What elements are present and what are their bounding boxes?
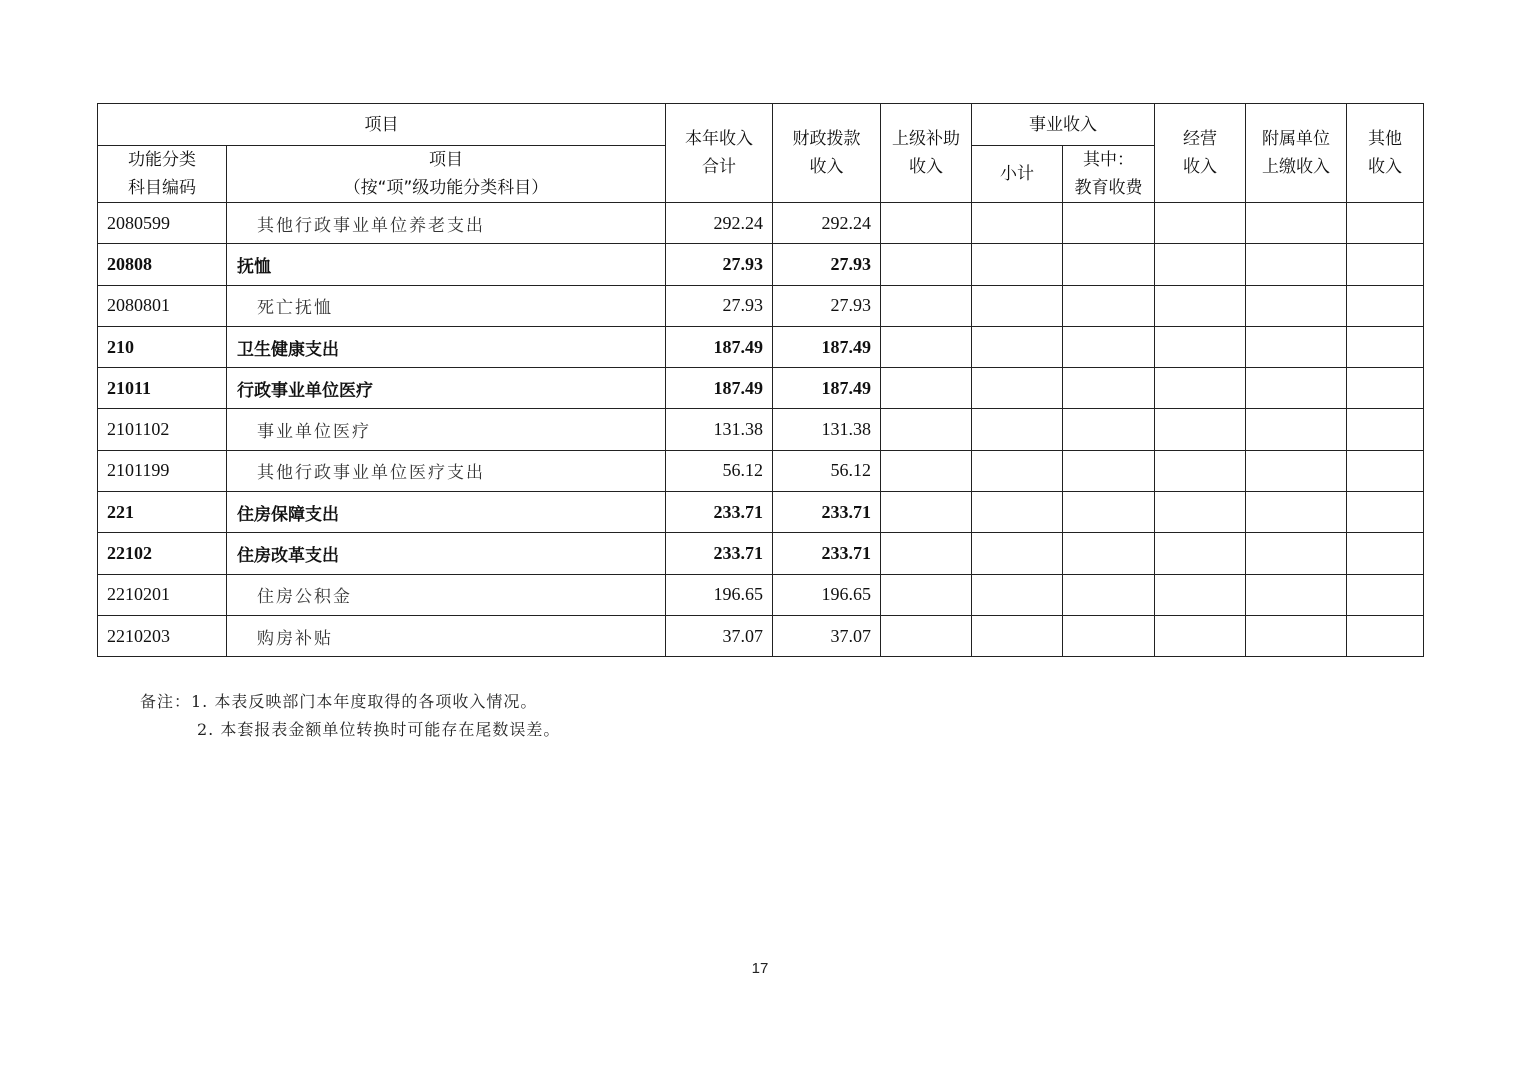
table-row <box>98 450 1424 491</box>
row-other-income <box>1347 574 1424 615</box>
table-row <box>98 409 1424 450</box>
row-business-subtotal <box>972 326 1063 367</box>
header-superior-subsidy: 上级补助 收入 <box>881 104 972 203</box>
row-education-fees <box>1063 574 1155 615</box>
row-item-name: 事业单位医疗 <box>227 409 666 450</box>
row-fiscal-income: 131.38 <box>773 409 881 450</box>
row-fiscal-income: 233.71 <box>773 533 881 574</box>
row-superior-subsidy <box>881 244 972 285</box>
table-row <box>98 368 1424 409</box>
row-code: 2101199 <box>98 450 227 491</box>
table-row <box>98 615 1424 656</box>
row-operating-income <box>1155 368 1246 409</box>
row-total-income: 196.65 <box>666 574 773 615</box>
row-code: 20808 <box>98 244 227 285</box>
row-operating-income <box>1155 574 1246 615</box>
row-total-income: 233.71 <box>666 492 773 533</box>
row-other-income <box>1347 450 1424 491</box>
row-other-income <box>1347 615 1424 656</box>
row-item-name: 其他行政事业单位养老支出 <box>227 203 666 244</box>
row-fiscal-income: 27.93 <box>773 285 881 326</box>
row-item-name: 卫生健康支出 <box>227 326 666 367</box>
row-affiliated-income <box>1246 574 1347 615</box>
row-superior-subsidy <box>881 615 972 656</box>
row-education-fees <box>1063 285 1155 326</box>
header-fiscal-appropriation: 财政拨款 收入 <box>773 104 881 203</box>
row-code: 210 <box>98 326 227 367</box>
row-business-subtotal <box>972 409 1063 450</box>
row-education-fees <box>1063 409 1155 450</box>
row-operating-income <box>1155 326 1246 367</box>
row-superior-subsidy <box>881 492 972 533</box>
row-affiliated-income <box>1246 285 1347 326</box>
row-superior-subsidy <box>881 574 972 615</box>
row-operating-income <box>1155 244 1246 285</box>
row-code: 22102 <box>98 533 227 574</box>
row-superior-subsidy <box>881 450 972 491</box>
row-other-income <box>1347 326 1424 367</box>
row-operating-income <box>1155 203 1246 244</box>
header-business-income-group: 事业收入 <box>972 104 1155 146</box>
header-affiliated-income: 附属单位 上缴收入 <box>1246 104 1347 203</box>
row-item-name: 其他行政事业单位医疗支出 <box>227 450 666 491</box>
row-business-subtotal <box>972 368 1063 409</box>
row-operating-income <box>1155 492 1246 533</box>
row-code: 2101102 <box>98 409 227 450</box>
row-fiscal-income: 187.49 <box>773 368 881 409</box>
row-education-fees <box>1063 368 1155 409</box>
row-affiliated-income <box>1246 244 1347 285</box>
row-total-income: 131.38 <box>666 409 773 450</box>
row-fiscal-income: 292.24 <box>773 203 881 244</box>
row-education-fees <box>1063 244 1155 285</box>
notes <box>140 688 560 744</box>
row-affiliated-income <box>1246 450 1347 491</box>
row-affiliated-income <box>1246 615 1347 656</box>
row-code: 2210201 <box>98 574 227 615</box>
row-total-income: 187.49 <box>666 368 773 409</box>
row-education-fees <box>1063 450 1155 491</box>
row-other-income <box>1347 244 1424 285</box>
row-education-fees <box>1063 533 1155 574</box>
row-other-income <box>1347 492 1424 533</box>
header-other-income: 其他 收入 <box>1347 104 1424 203</box>
row-total-income: 187.49 <box>666 326 773 367</box>
table-row <box>98 574 1424 615</box>
row-total-income: 27.93 <box>666 244 773 285</box>
row-item-name: 住房改革支出 <box>227 533 666 574</box>
row-item-name: 购房补贴 <box>227 615 666 656</box>
row-item-name: 死亡抚恤 <box>227 285 666 326</box>
row-code: 21011 <box>98 368 227 409</box>
table-row <box>98 285 1424 326</box>
row-fiscal-income: 56.12 <box>773 450 881 491</box>
row-business-subtotal <box>972 574 1063 615</box>
row-education-fees <box>1063 615 1155 656</box>
row-business-subtotal <box>972 244 1063 285</box>
row-total-income: 37.07 <box>666 615 773 656</box>
row-code: 2080599 <box>98 203 227 244</box>
row-total-income: 56.12 <box>666 450 773 491</box>
row-other-income <box>1347 368 1424 409</box>
row-code: 2210203 <box>98 615 227 656</box>
row-business-subtotal <box>972 615 1063 656</box>
table-row <box>98 203 1424 244</box>
header-education-fees: 其中： 教育收费 <box>1063 146 1155 203</box>
row-fiscal-income: 27.93 <box>773 244 881 285</box>
row-other-income <box>1347 285 1424 326</box>
row-fiscal-income: 233.71 <box>773 492 881 533</box>
income-table <box>97 103 1424 657</box>
header-project-group: 项目 <box>98 104 666 146</box>
row-superior-subsidy <box>881 533 972 574</box>
row-affiliated-income <box>1246 326 1347 367</box>
row-item-name: 行政事业单位医疗 <box>227 368 666 409</box>
header-item-column: 项目 （按“项”级功能分类科目） <box>227 146 666 203</box>
note-line-2: 2. 本套报表金额单位转换时可能存在尾数误差。 <box>197 720 561 739</box>
row-total-income: 292.24 <box>666 203 773 244</box>
table-body <box>98 203 1424 657</box>
row-affiliated-income <box>1246 492 1347 533</box>
header-code-column: 功能分类 科目编码 <box>98 146 227 203</box>
table-row <box>98 492 1424 533</box>
row-education-fees <box>1063 326 1155 367</box>
row-affiliated-income <box>1246 409 1347 450</box>
row-code: 2080801 <box>98 285 227 326</box>
row-superior-subsidy <box>881 326 972 367</box>
row-business-subtotal <box>972 203 1063 244</box>
row-business-subtotal <box>972 533 1063 574</box>
header-total-income: 本年收入 合计 <box>666 104 773 203</box>
page-number: 17 <box>751 960 769 977</box>
row-operating-income <box>1155 615 1246 656</box>
row-fiscal-income: 187.49 <box>773 326 881 367</box>
row-item-name: 住房公积金 <box>227 574 666 615</box>
row-other-income <box>1347 409 1424 450</box>
row-affiliated-income <box>1246 368 1347 409</box>
row-business-subtotal <box>972 450 1063 491</box>
row-superior-subsidy <box>881 285 972 326</box>
row-item-name: 住房保障支出 <box>227 492 666 533</box>
table-row <box>98 326 1424 367</box>
row-superior-subsidy <box>881 368 972 409</box>
row-total-income: 233.71 <box>666 533 773 574</box>
row-education-fees <box>1063 203 1155 244</box>
row-code: 221 <box>98 492 227 533</box>
row-item-name: 抚恤 <box>227 244 666 285</box>
row-other-income <box>1347 533 1424 574</box>
header-operating-income: 经营 收入 <box>1155 104 1246 203</box>
row-operating-income <box>1155 409 1246 450</box>
row-affiliated-income <box>1246 203 1347 244</box>
row-education-fees <box>1063 492 1155 533</box>
row-superior-subsidy <box>881 409 972 450</box>
row-fiscal-income: 37.07 <box>773 615 881 656</box>
row-operating-income <box>1155 285 1246 326</box>
row-other-income <box>1347 203 1424 244</box>
table-row <box>98 533 1424 574</box>
row-business-subtotal <box>972 492 1063 533</box>
row-fiscal-income: 196.65 <box>773 574 881 615</box>
table-row <box>98 244 1424 285</box>
row-operating-income <box>1155 450 1246 491</box>
row-business-subtotal <box>972 285 1063 326</box>
row-operating-income <box>1155 533 1246 574</box>
header-subtotal: 小计 <box>972 146 1063 203</box>
row-affiliated-income <box>1246 533 1347 574</box>
note-line-1: 备注：1. 本表反映部门本年度取得的各项收入情况。 <box>140 692 538 711</box>
row-total-income: 27.93 <box>666 285 773 326</box>
row-superior-subsidy <box>881 203 972 244</box>
